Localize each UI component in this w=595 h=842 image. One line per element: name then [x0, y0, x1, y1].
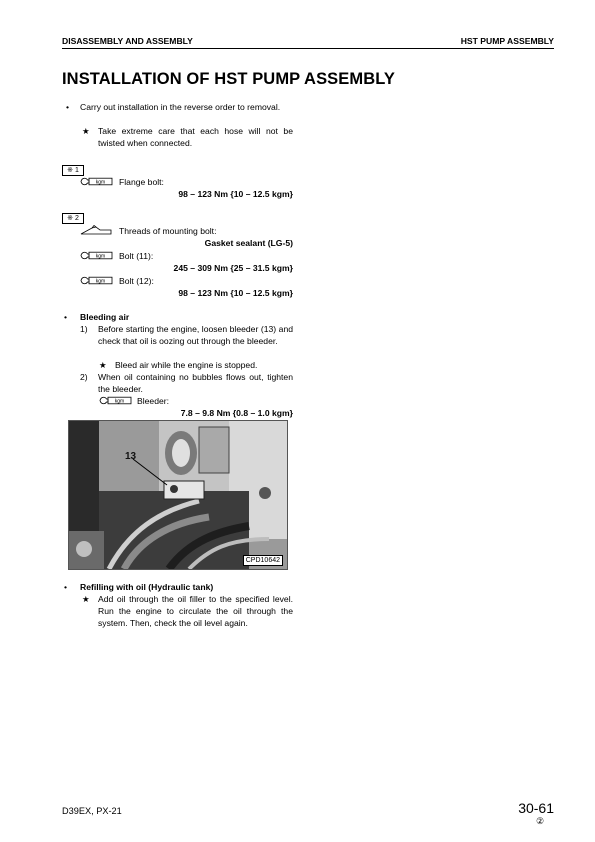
hst-pump-bleeder-photo — [68, 420, 288, 570]
star-mark: ★ — [99, 360, 107, 370]
bullet-mark: • — [64, 312, 68, 322]
star-mark: ★ — [82, 594, 90, 604]
header-rule — [62, 48, 554, 49]
bleeder-label: Bleeder: — [137, 396, 170, 406]
torque-wrench-icon — [80, 275, 114, 286]
torque-wrench-icon — [80, 250, 114, 261]
bolt-11-torque: 245 – 309 Nm {25 – 31.5 kgm} — [173, 263, 293, 273]
photo-illustration — [69, 421, 287, 569]
reference-tag-1: ※ 1 — [62, 165, 84, 176]
bolt-12-label: Bolt (12): — [119, 276, 154, 286]
bleeding-step-1-text: Before starting the engine, loosen bleeder (13) and check that oil is oozing out through the bleeder. — [98, 324, 293, 346]
header-section-title: DISASSEMBLY AND ASSEMBLY — [62, 36, 193, 46]
refill-heading: Refilling with oil (Hydraulic tank) — [80, 582, 214, 592]
bleeding-step-1-note: Bleed air while the engine is stopped. — [115, 360, 258, 370]
torque-wrench-icon — [99, 395, 133, 406]
photo-code: CPD10642 — [243, 555, 283, 566]
torque-wrench-icon — [80, 176, 114, 187]
bolt-12-torque: 98 – 123 Nm {10 – 12.5 kgm} — [178, 288, 293, 298]
page-title: INSTALLATION OF HST PUMP ASSEMBLY — [62, 70, 396, 88]
torque-unit-label: kgm — [114, 398, 125, 405]
model-label: D39EX, PX-21 — [62, 806, 122, 816]
step-number-2: 2) — [80, 372, 88, 382]
torque-unit-label: kgm — [95, 253, 106, 260]
reference-tag-2: ※ 2 — [62, 213, 84, 224]
intro-text: Carry out installation in the reverse order to removal. — [80, 102, 281, 112]
bleeding-heading: Bleeding air — [80, 312, 130, 322]
revision-mark: ② — [536, 816, 545, 826]
step-number-1: 1) — [80, 324, 88, 334]
bolt-11-label: Bolt (11): — [119, 251, 154, 261]
flange-bolt-label: Flange bolt: — [119, 177, 164, 187]
bullet-mark: • — [66, 102, 70, 112]
torque-unit-label: kgm — [95, 278, 106, 285]
refill-text: Add oil through the oil filler to the specified level. Run the engine to circulate the oil through the system. Then, check the oil level again. — [98, 594, 293, 628]
bleeder-torque: 7.8 – 9.8 Nm {0.8 – 1.0 kgm} — [180, 408, 293, 418]
torque-unit-label: kgm — [95, 179, 106, 186]
flange-bolt-torque: 98 – 123 Nm {10 – 12.5 kgm} — [178, 189, 293, 199]
header-topic-title: HST PUMP ASSEMBLY — [460, 36, 554, 46]
bullet-mark: • — [64, 582, 68, 592]
intro-note: Take extreme care that each hose will not be twisted when connected. — [98, 126, 293, 148]
sealant-tube-icon — [80, 225, 114, 236]
page-number: 30-61 — [518, 800, 554, 816]
star-mark: ★ — [82, 126, 90, 136]
bleeder-callout-label: 13 — [125, 451, 137, 462]
bleeding-step-2-text: When oil containing no bubbles flows out, tighten the bleeder. — [98, 372, 293, 394]
sealant-value: Gasket sealant (LG-5) — [204, 238, 293, 248]
sealant-label: Threads of mounting bolt: — [119, 226, 217, 236]
